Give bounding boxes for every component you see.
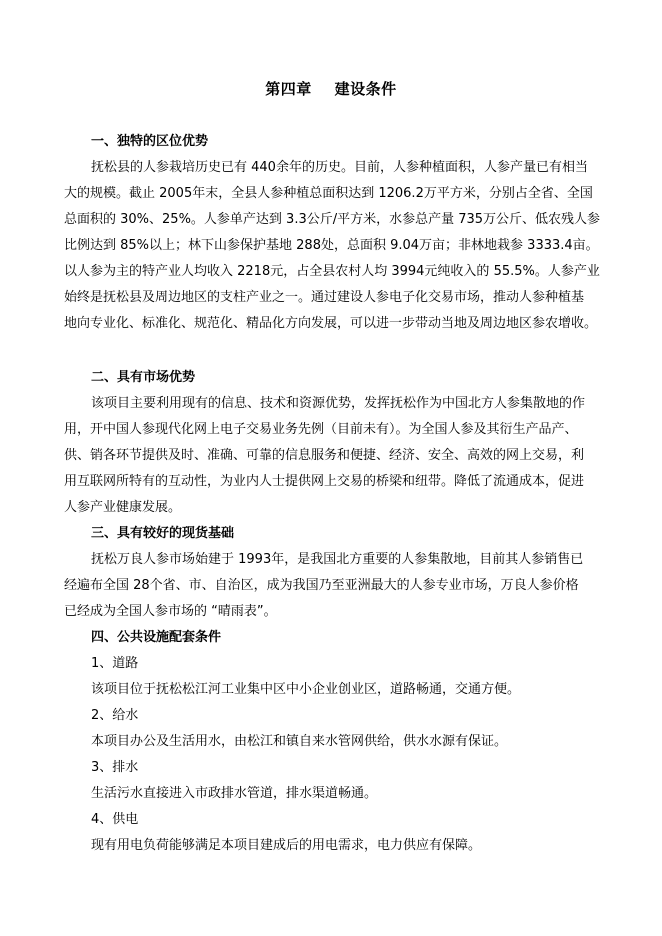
paragraph-line: 该项目主要利用现有的信息、技术和资源优势，发挥抚松作为中国北方人参集散地的作 [91,396,586,411]
subsection-label-road: 1、道路 [91,656,139,671]
paragraph-line: 大的规模。截止 2005年末，全县人参种植总面积达到 1206.2万平方米，分别占全省、全国 [64,186,593,201]
section-heading-market-advantage: 二、具有市场优势 [91,370,196,385]
chapter-title: 第四章 建设条件 [265,80,397,98]
paragraph-line: 用互联网所特有的互动性，为业内人士提供网上交易的桥梁和纽带。降低了流通成本，促进 [64,474,585,489]
paragraph-line: 用，开中国人参现代化网上电子交易业务先例（目前未有）。为全国人参及其衍生产品产、 [64,422,578,437]
paragraph-line: 抚松万良人参市场始建于 1993年，是我国北方重要的人参集散地，目前其人参销售已 [91,552,584,567]
section-heading-spot-basis: 三、具有较好的现货基础 [91,526,235,541]
paragraph-line: 总面积的 30%、25%。人参单产达到 3.3公斤/平方米，水参总产量 735万公斤、低农残人参 [64,212,601,227]
paragraph-line: 生活污水直接进入市政排水管道，排水渠道畅通。 [91,786,378,801]
paragraph-line: 该项目位于抚松松江河工业集中区中小企业创业区，道路畅通，交通方便。 [91,682,521,697]
subsection-label-water-supply: 2、给水 [91,708,139,723]
subsection-label-power-supply: 4、供电 [91,812,139,827]
paragraph-line: 经遍布全国 28个省、市、自治区，成为我国乃至亚洲最大的人参专业市场，万良人参价格 [64,578,579,593]
section-heading-location-advantage: 一、独特的区位优势 [91,134,209,149]
paragraph-line: 抚松县的人参栽培历史已有 440余年的历史。目前，人参种植面积，人参产量已有相当 [91,160,588,175]
section-heading-public-facilities: 四、公共设施配套条件 [91,630,222,645]
paragraph-line: 现有用电负荷能够满足本项目建成后的用电需求，电力供应有保障。 [91,838,482,853]
paragraph-line: 地向专业化、标准化、规范化、精品化方向发展，可以进一步带动当地及周边地区参农增收。 [64,316,598,331]
paragraph-line: 人参产业健康发展。 [64,500,182,515]
paragraph-line: 供、销各环节提供及时、准确、可靠的信息服务和便捷、经济、安全、高效的网上交易，利 [64,448,585,463]
paragraph-line: 始终是抚松县及周边地区的支柱产业之一。通过建设人参电子化交易市场，推动人参种植基 [64,290,585,305]
subsection-label-drainage: 3、排水 [91,760,139,775]
paragraph-line: 本项目办公及生活用水，由松江和镇自来水管网供给，供水水源有保证。 [91,734,508,749]
paragraph-line: 已经成为全国人参市场的 “晴雨表”。 [64,604,277,619]
paragraph-line: 比例达到 85%以上；林下山参保护基地 288处，总面积 9.04万亩；非林地栽参 3333.4亩。 [64,238,599,253]
paragraph-line: 以人参为主的特产业人均收入 2218元，占全县农村人均 3994元纯收入的 55.5%。人参产业 [64,264,600,279]
